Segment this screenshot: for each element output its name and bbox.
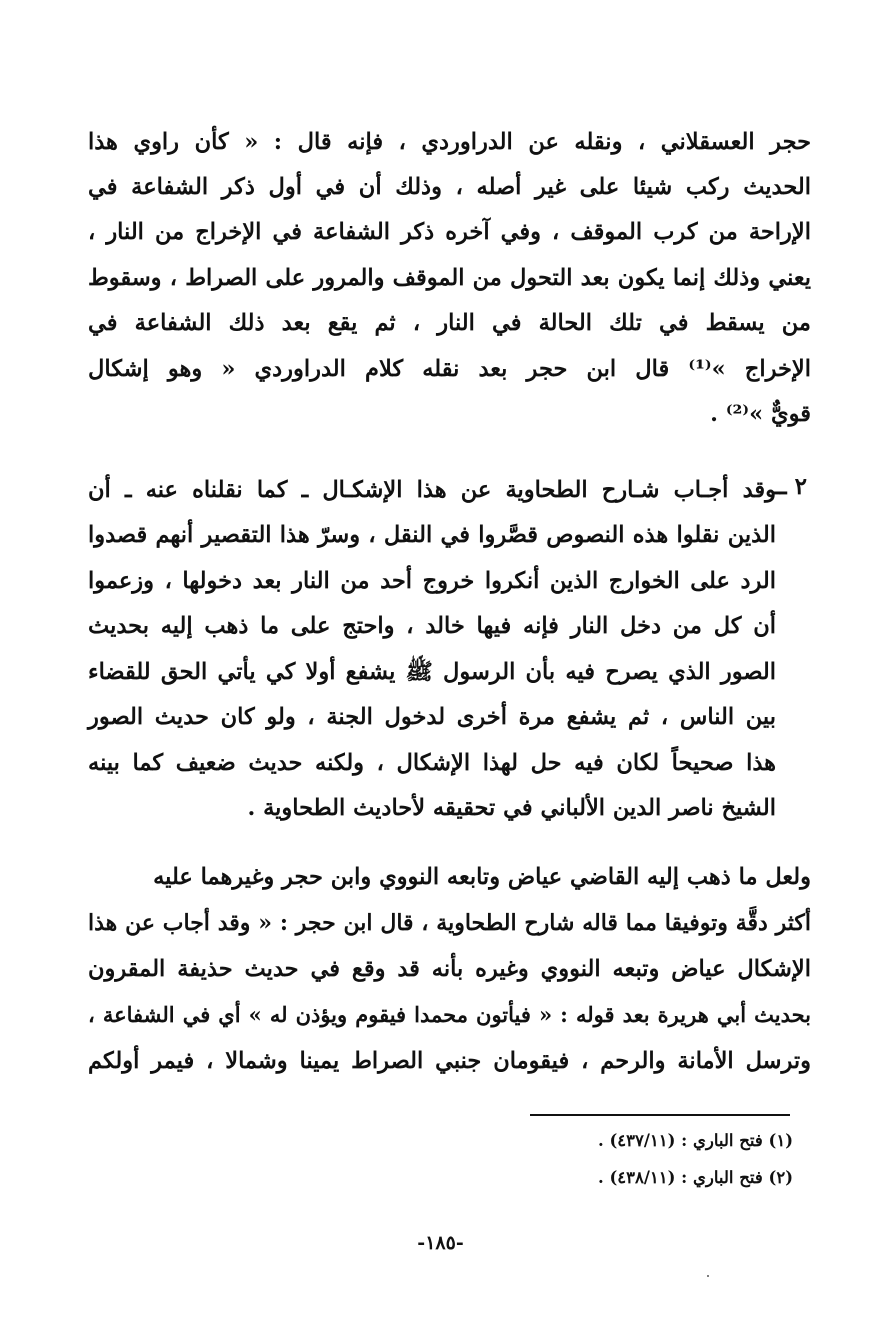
text-line: الذين نقلوا هذه النصوص قصَّروا في النقل ، وسرّ هذا التقصير أنهم قصدوا [88,522,776,548]
text-line: الصور الذي يصرح فيه بأن الرسول ﷺ يشفع أولا كي يأتي الحق للقضاء [88,659,776,685]
text-line: ولعل ما ذهب إليه القاضي عياض وتابعه النووي وابن حجر وغيرهما عليه [153,864,811,890]
footnote-separator [530,1114,790,1116]
text-line: بين الناس ، ثم يشفع مرة أخرى لدخول الجنة ، ولو كان حديث الصور [88,704,776,730]
text-line: حجر العسقلاني ، ونقله عن الدراوردي ، فإنه قال : « كأن راوي هذا [88,129,811,155]
text-line: الشيخ ناصر الدين الألباني في تحقيقه لأحاديث الطحاوية . [247,795,776,821]
text-line: وترسل الأمانة والرحم ، فيقومان جنبي الصراط يمينا وشمالا ، فيمر أولكم [88,1048,811,1074]
paragraph-1 [88,124,811,454]
text-line: يعني وذلك إنما يكون بعد التحول من الموقف والمرور على الصراط ، وسقوط [88,265,811,291]
text-line: الإراحة من كرب الموقف ، وفي آخره ذكر الشفاعة في الإخراج من النار ، [88,219,811,245]
text-line: بحديث أبي هريرة بعد قوله : « فيأتون محمدا فيقوم ويؤذن له » أي في الشفاعة ، [88,1002,811,1027]
text-line: أن كل من دخل النار فإنه فيها خالد ، واحتج على ما ذهب إليه بحديث [88,613,776,639]
text-line: الإخراج »⁽¹⁾ قال ابن حجر بعد نقله كلام الدراوردي « وهو إشكال [88,356,811,382]
footnote-1: (١) فتح الباري : (٤٣٧/١١) . [597,1131,793,1150]
text-line: الحديث ركب شيئا على غير أصله ، وذلك أن في أول ذكر الشفاعة في [88,174,811,200]
text-line: قويٌّ »⁽²⁾ . [710,401,811,427]
footnote-2: (٢) فتح الباري : (٤٣٨/١١) . [597,1168,793,1187]
text-line: الإشكال عياض وتبعه النووي وغيره بأنه قد وقع في حديث حذيفة المقرون [88,956,811,982]
text-line: الرد على الخوارج الذين أنكروا خروج أحد من النار بعد دخولها ، وزعموا [88,568,776,594]
text-line: أكثر دقَّة وتوفيقا مما قاله شارح الطحاوية ، قال ابن حجر : « وقد أجاب عن هذا [88,910,811,936]
numbered-item-2 [88,472,776,842]
text-line: من يسقط في تلك الحالة في النار ، ثم يقع بعد ذلك الشفاعة في [88,310,811,336]
scan-speck [707,1275,709,1277]
text-line: وقد أجـاب شـارح الطحاوية عن هذا الإشكـال ـ كما نقلناه عنه ـ أن [88,477,776,503]
page-number: -١٨٥- [417,1232,464,1254]
item-number: ٢ ــ [773,473,807,500]
paragraph-3 [88,859,811,1094]
text-line: هذا صحيحاً لكان فيه حل لهذا الإشكال ، ولكنه حديث ضعيف كما بينه [88,750,776,776]
